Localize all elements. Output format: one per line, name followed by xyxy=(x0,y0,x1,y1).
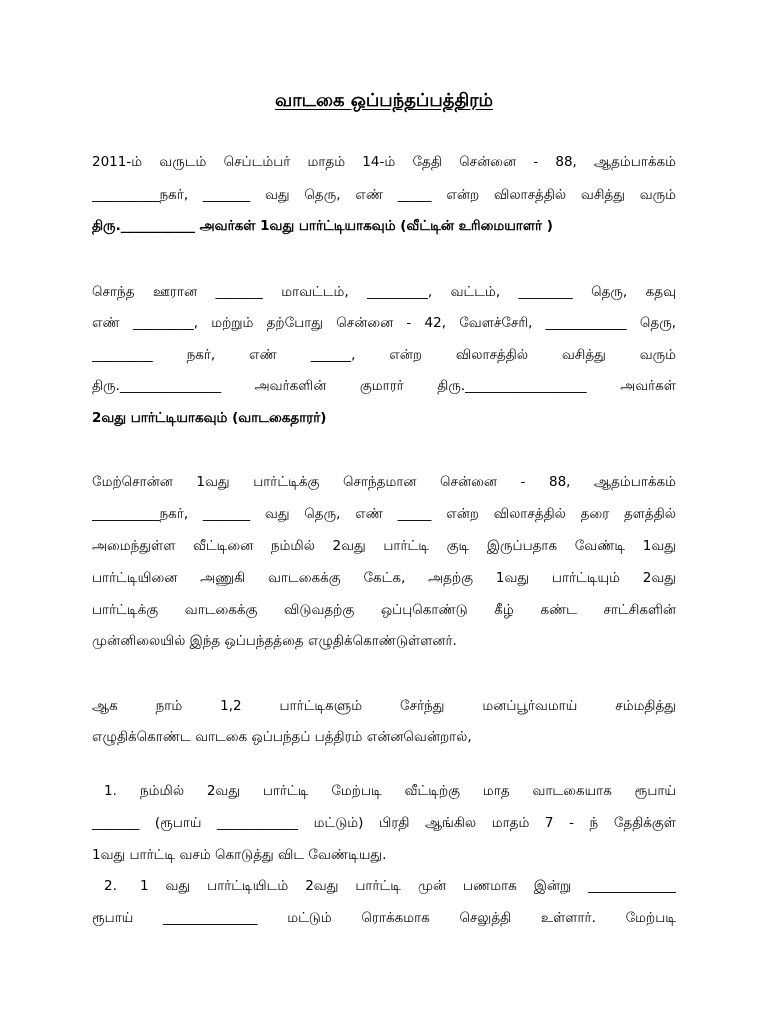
paragraph-2-line-1: சொந்த ஊரான _______ மாவட்டம், _________, வட்டம், ________ தெரு, கதவு xyxy=(92,284,676,300)
paragraph-1-line-3: திரு.___________ அவர்கள் 1வது பார்ட்டியாகவும் (வீட்டின் உரிமையாளர் ) xyxy=(92,218,553,234)
list-item-2-line-2: ரூபாய் ______________ மட்டும் ரொக்கமாக செலுத்தி உள்ளார். மேற்படி xyxy=(92,910,676,926)
paragraph-3-line-6: முன்னிலையில் இந்த ஒப்பந்தத்தை எழுதிக்கொண்டுள்ளனர். xyxy=(92,633,457,649)
paragraph-3-line-3: அமைந்துள்ள வீட்டினை நம்மில் 2வது பார்ட்டி குடி இருப்பதாக வேண்டி 1வது xyxy=(92,538,676,554)
list-item-2-number: 2. xyxy=(104,878,117,894)
page-title: வாடகை ஒப்பந்தப்பத்திரம் xyxy=(275,90,493,111)
list-item-1-number: 1. xyxy=(104,783,117,799)
paragraph-4-line-2: எழுதிக்கொண்ட வாடகை ஒப்பந்தப் பத்திரம் என்னவென்றால், xyxy=(92,729,472,745)
list-item-1-line-3: 1வது பார்ட்டி வசம் கொடுத்து விட வேண்டியது. xyxy=(92,847,387,863)
list-item-1-line-2: _______ (ரூபாய் ____________ மட்டும்) பிரதி ஆங்கில மாதம் 7 - ந் தேதிக்குள் xyxy=(92,815,676,831)
paragraph-1-line-1: 2011-ம் வருடம் செப்டம்பர் மாதம் 14-ம் தேதி சென்னை - 88, ஆதம்பாக்கம் xyxy=(92,154,676,170)
paragraph-2-line-2: எண் _________, மற்றும் தற்போது சென்னை - 42, வேளச்சேரி, ____________ தெரு, xyxy=(92,315,676,331)
paragraph-3-line-2: __________நகர், _______ வது தெரு, எண் _____ என்ற விலாசத்தில் தரை தளத்தில் xyxy=(92,506,676,522)
paragraph-3-line-4: பார்ட்டியினை அணுகி வாடகைக்கு கேட்க, அதற்கு 1வது பார்ட்டியும் 2வது xyxy=(92,570,676,586)
paragraph-1-line-2: __________நகர், _______ வது தெரு, எண் _____ என்ற விலாசத்தில் வசித்து வரும் xyxy=(92,187,676,203)
paragraph-2-line-3: _________ நகர், எண் ______, என்ற விலாசத்தில் வசித்து வரும் xyxy=(92,347,676,363)
paragraph-2-line-4: திரு._______________ அவர்களின் குமாரர் திரு.__________________ அவர்கள் xyxy=(92,378,676,394)
list-item-2-line-1: 1 வது பார்ட்டியிடம் 2வது பார்ட்டி முன் பணமாக இன்று _____________ xyxy=(140,878,676,894)
paragraph-3-line-5: பார்ட்டிக்கு வாடகைக்கு விடுவதற்கு ஒப்புகொண்டு கீழ் கண்ட சாட்சிகளின் xyxy=(92,602,676,618)
list-item-1-line-1: நம்மில் 2வது பார்ட்டி மேற்படி வீட்டிற்கு மாத வாடகையாக ரூபாய் xyxy=(140,783,676,799)
paragraph-2-line-5: 2வது பார்ட்டியாகவும் (வாடகைதாரர்) xyxy=(92,410,327,426)
paragraph-4-line-1: ஆக நாம் 1,2 பார்ட்டிகளும் சேர்ந்து மனப்பூர்வமாய் சம்மதித்து xyxy=(92,698,676,714)
paragraph-3-line-1: மேற்சொன்ன 1வது பார்ட்டிக்கு சொந்தமான சென்னை - 88, ஆதம்பாக்கம் xyxy=(92,474,676,490)
